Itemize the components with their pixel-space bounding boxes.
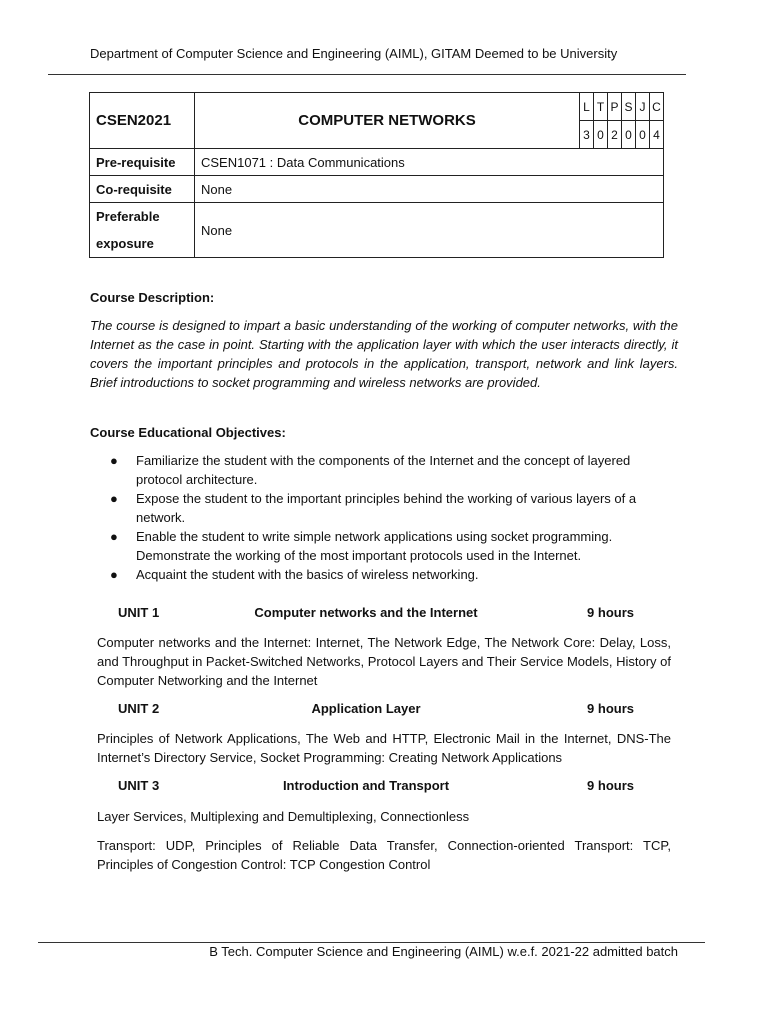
unit-label: UNIT 3: [118, 778, 160, 793]
page-header: Department of Computer Science and Engineering (AIML), GITAM Deemed to be University: [90, 46, 618, 61]
credit-value-l: 3: [580, 121, 594, 149]
unit-title: Application Layer: [311, 701, 421, 716]
unit-label: UNIT 1: [118, 605, 160, 620]
unit-3-content-2: Transport: UDP, Principles of Reliable Data Transfer, Connection-oriented Transport: TCP, Principles of Congestion Control: TCP Congestion Control: [97, 838, 671, 872]
bullet-icon: ●: [110, 567, 118, 582]
credit-header-p: P: [608, 93, 622, 121]
credit-value-t: 0: [594, 121, 608, 149]
objective-text: Familiarize the student with the components of the Internet and the concept of layered protocol architecture.: [136, 453, 631, 487]
credit-header-j: J: [636, 93, 650, 121]
credit-header-l: L: [580, 93, 594, 121]
credit-value-c: 4: [650, 121, 664, 149]
unit-2-content: Principles of Network Applications, The Web and HTTP, Electronic Mail in the Internet, DNS-The Internet’s Directory Service, Socket Programming: Creating Network Applications: [97, 731, 671, 765]
credit-header-c: C: [650, 93, 664, 121]
unit-3-heading: [118, 778, 638, 798]
bullet-icon: ●: [110, 529, 118, 544]
page-footer: B Tech. Computer Science and Engineering (AIML) w.e.f. 2021-22 admitted batch: [209, 944, 678, 959]
unit-2-heading: [118, 701, 638, 721]
credit-header-s: S: [622, 93, 636, 121]
objectives-title: Course Educational Objectives:: [90, 425, 286, 440]
unit-hours: 9 hours: [587, 605, 634, 620]
course-description-title: Course Description:: [90, 290, 215, 305]
unit-title: Computer networks and the Internet: [254, 605, 478, 620]
preferable-label-line2: exposure: [96, 236, 154, 251]
unit-hours: 9 hours: [587, 701, 634, 716]
course-name: COMPUTER NETWORKS: [195, 93, 580, 149]
objective-item: [110, 546, 678, 565]
unit-1-content: Computer networks and the Internet: Internet, The Network Edge, The Network Core: Delay, Loss, and Throughput in Packet-Switched Networks, Protocol Layers and Their Service Models, History of Computer Networking and the Internet: [97, 635, 671, 688]
objective-text: Expose the student to the important principles behind the working of various layers of a network.: [136, 491, 637, 525]
objective-text: Acquaint the student with the basics of wireless networking.: [136, 567, 479, 582]
course-info-table: [89, 92, 664, 258]
bullet-icon: ●: [110, 491, 118, 506]
objective-item: [110, 565, 678, 584]
objective-item: [110, 451, 678, 489]
prerequisite-label: Pre-requisite: [90, 149, 195, 176]
unit-label: UNIT 2: [118, 701, 160, 716]
unit-1-heading: [118, 605, 638, 625]
preferable-exposure-value: None: [195, 203, 664, 258]
objective-item: [110, 527, 678, 546]
objectives-list: [110, 451, 678, 584]
unit-hours: 9 hours: [587, 778, 634, 793]
credit-value-j: 0: [636, 121, 650, 149]
corequisite-value: None: [195, 176, 664, 203]
credit-value-p: 2: [608, 121, 622, 149]
unit-title: Introduction and Transport: [282, 778, 450, 793]
prerequisite-value: CSEN1071 : Data Communications: [195, 149, 664, 176]
footer-rule: [38, 942, 705, 943]
preferable-label-line1: Preferable: [96, 209, 160, 224]
objective-item: [110, 489, 678, 527]
corequisite-label: Co-requisite: [90, 176, 195, 203]
preferable-exposure-label: [90, 203, 195, 258]
objective-text: Enable the student to write simple network applications using socket programming.: [136, 529, 613, 544]
credit-value-s: 0: [622, 121, 636, 149]
credit-header-t: T: [594, 93, 608, 121]
bullet-icon: ●: [110, 453, 118, 468]
course-description-text: The course is designed to impart a basic understanding of the working of computer networks, with the Internet as the case in point. Starting with the application layer with which the user interacts directly, it covers the important principles and protocols in the application, transport, network and link layers. Brief introductions to socket programming and wireless networks are provided.: [90, 318, 678, 390]
header-rule: [48, 74, 686, 75]
unit-3-content-1: Layer Services, Multiplexing and Demultiplexing, Connectionless: [97, 809, 470, 824]
course-code: CSEN2021: [90, 93, 195, 149]
objective-text: Demonstrate the working of the most important protocols used in the Internet.: [136, 548, 582, 563]
